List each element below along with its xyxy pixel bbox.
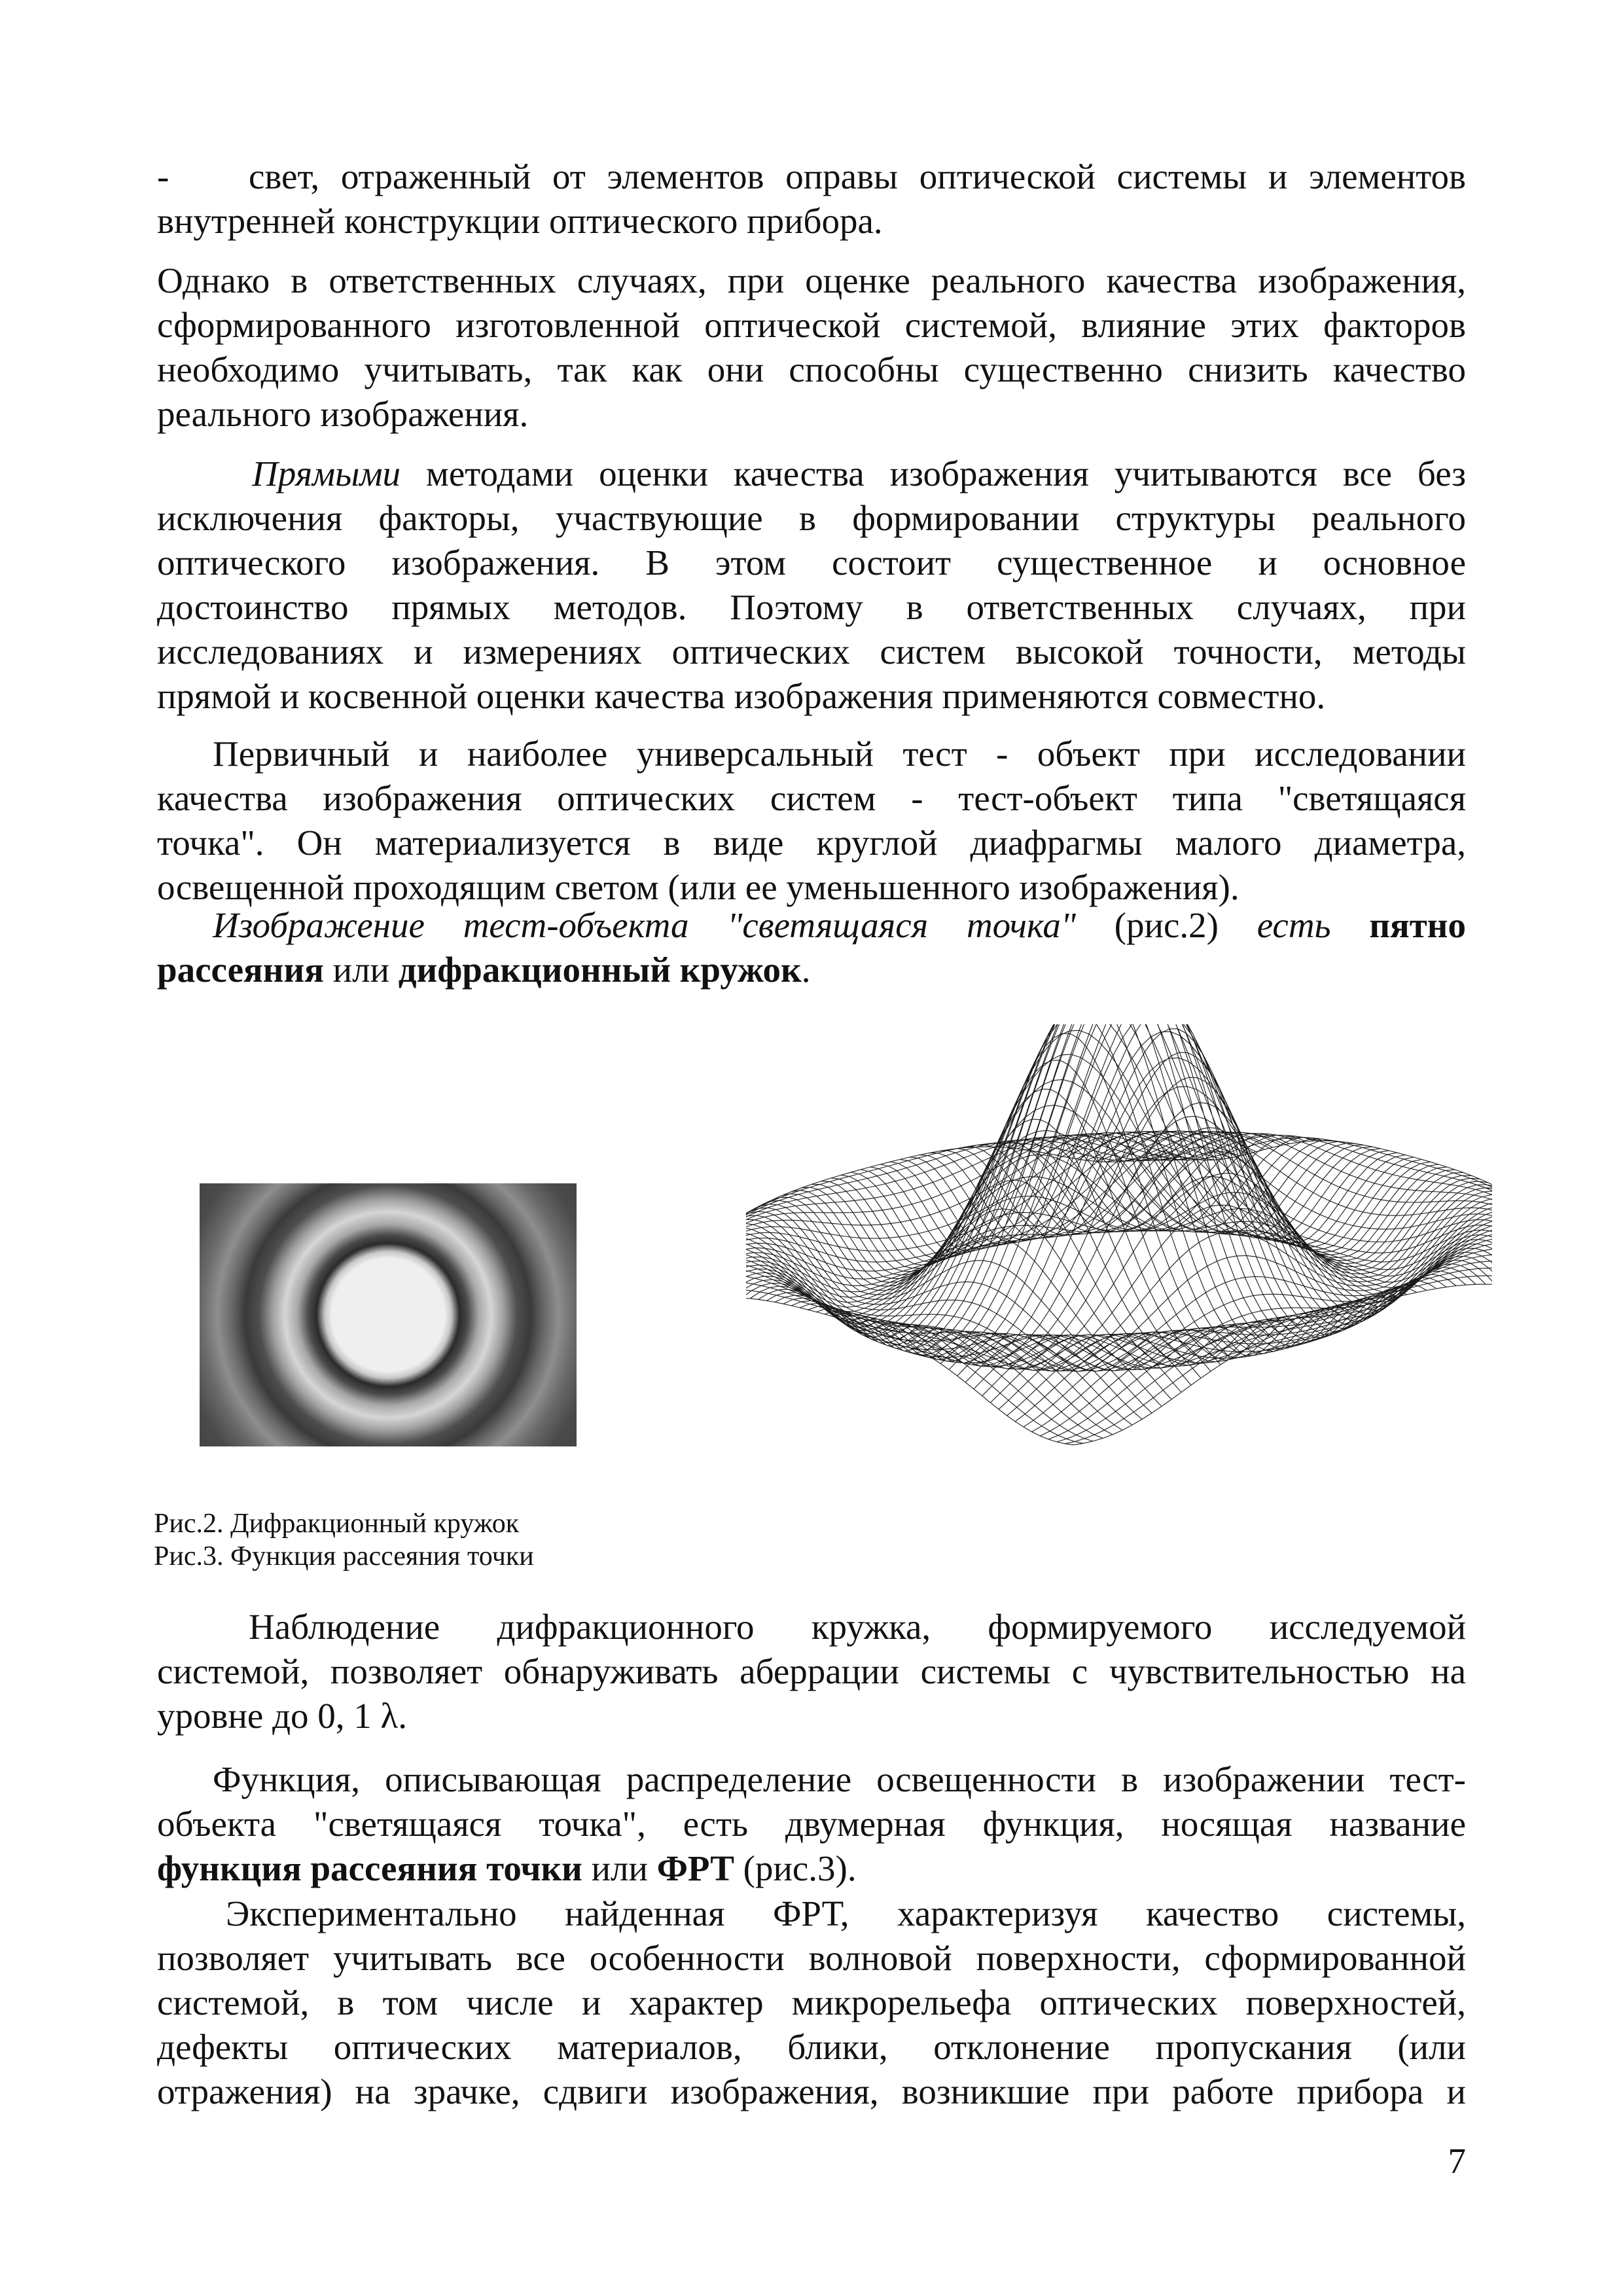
paragraph-5: Изображение тест-объекта "светящаяся точка" (рис.2) есть пятно рассеяния или дифракционный кружок. [157, 905, 1466, 990]
diffraction-ring-figure [200, 1183, 577, 1446]
figure-2-caption: Рис.2. Дифракционный кружок [154, 1509, 520, 1539]
page-number: 7 [1448, 2141, 1466, 2181]
p3-line2: исключения факторы, участвующие в формировании структуры реального [157, 498, 1466, 538]
p4-line4: освещенной проходящим светом (или ее уменьшенного изображения). [157, 867, 1240, 907]
p8-line3: системой, в том числе и характер микрорельефа оптических поверхностей, [157, 1982, 1466, 2022]
p3-italic-word: Прямыми [252, 454, 401, 493]
p5-bold2: рассеяния [157, 950, 324, 990]
p8-line5: отражения) на зрачке, сдвиги изображения, возникшие при работе прибора и [157, 2072, 1466, 2111]
p2-line3: необходимо учитывать, так как они способны существенно снизить качество [157, 350, 1466, 389]
paragraph-2 [157, 259, 1466, 437]
p4-line1: Первичный и наиболее универсальный тест - объект при исследовании [213, 734, 1466, 774]
p5-bold1: пятно [1330, 905, 1466, 945]
paragraph-6 [157, 1605, 1466, 1738]
p2-line1: Однако в ответственных случаях, при оценке реального качества изображения, [157, 260, 1466, 300]
p5-bold3: дифракционный кружок [398, 950, 802, 990]
psf-surface-mesh [746, 1024, 1492, 1445]
psf-wireframe-figure [746, 1024, 1492, 1522]
p7-bold1: функция рассеяния точки [157, 1848, 582, 1888]
paragraph-1 [157, 154, 1466, 243]
p6-line1: Наблюдение дифракционного кружка, формируемого исследуемой [249, 1607, 1466, 1647]
p3-line4: достоинство прямых методов. Поэтому в ответственных случаях, при [157, 587, 1466, 627]
p7-bold2: ФРТ [656, 1848, 734, 1888]
paragraph-7: Функция, описывающая распределение освещенности в изображении тест- объекта "светящаяся точка", есть двумерная функция, носящая название функция рассеяния точки или ФРТ (рис.3). [157, 1759, 1466, 1888]
p4-line2: качества изображения оптических систем - тест-объект типа "светящаяся [157, 778, 1466, 818]
p4-line3: точка". Он материализуется в виде круглой диафрагмы малого диаметра, [157, 823, 1466, 863]
p6-line3: уровне до 0, 1 λ. [157, 1696, 407, 1736]
p3-line6: прямой и косвенной оценки качества изображения применяются совместно. [157, 676, 1326, 716]
p2-line2: сформированного изготовленной оптической системой, влияние этих факторов [157, 305, 1466, 345]
p8-line4: дефекты оптических материалов, блики, отклонение пропускания (или [157, 2027, 1466, 2067]
p5-italic2: есть [1257, 905, 1331, 945]
p7-line2: объекта "светящаяся точка", есть двумерная функция, носящая название [157, 1804, 1466, 1844]
p3-line3: оптического изображения. В этом состоит существенное и основное [157, 543, 1466, 583]
paragraph-3 [157, 452, 1466, 719]
p8-line1: Экспериментально найденная ФРТ, характеризуя качество системы, [226, 1893, 1466, 1933]
list-dash: - [157, 156, 169, 196]
p1-line1: свет, отраженный от элементов оправы оптической системы и элементов [249, 156, 1466, 196]
paragraph-8 [157, 1892, 1466, 2114]
figure-3-caption: Рис.3. Функция рассеяния точки [154, 1541, 534, 1571]
p2-line4: реального изображения. [157, 394, 529, 434]
p7-line1: Функция, описывающая распределение освещенности в изображении тест- [213, 1759, 1466, 1799]
p8-line2: позволяет учитывать все особенности волновой поверхности, сформированной [157, 1938, 1466, 1978]
p1-line2: внутренней конструкции оптического прибора. [157, 201, 883, 241]
p5-italic1: Изображение тест-объекта "светящаяся точка" [213, 905, 1076, 945]
p3-line1-rest: методами оценки качества изображения учитываются все без [401, 454, 1466, 493]
paragraph-4 [157, 732, 1466, 910]
p3-line5: исследованиях и измерениях оптических систем высокой точности, методы [157, 632, 1466, 672]
p6-line2: системой, позволяет обнаруживать аберрации системы с чувствительностью на [157, 1651, 1466, 1691]
